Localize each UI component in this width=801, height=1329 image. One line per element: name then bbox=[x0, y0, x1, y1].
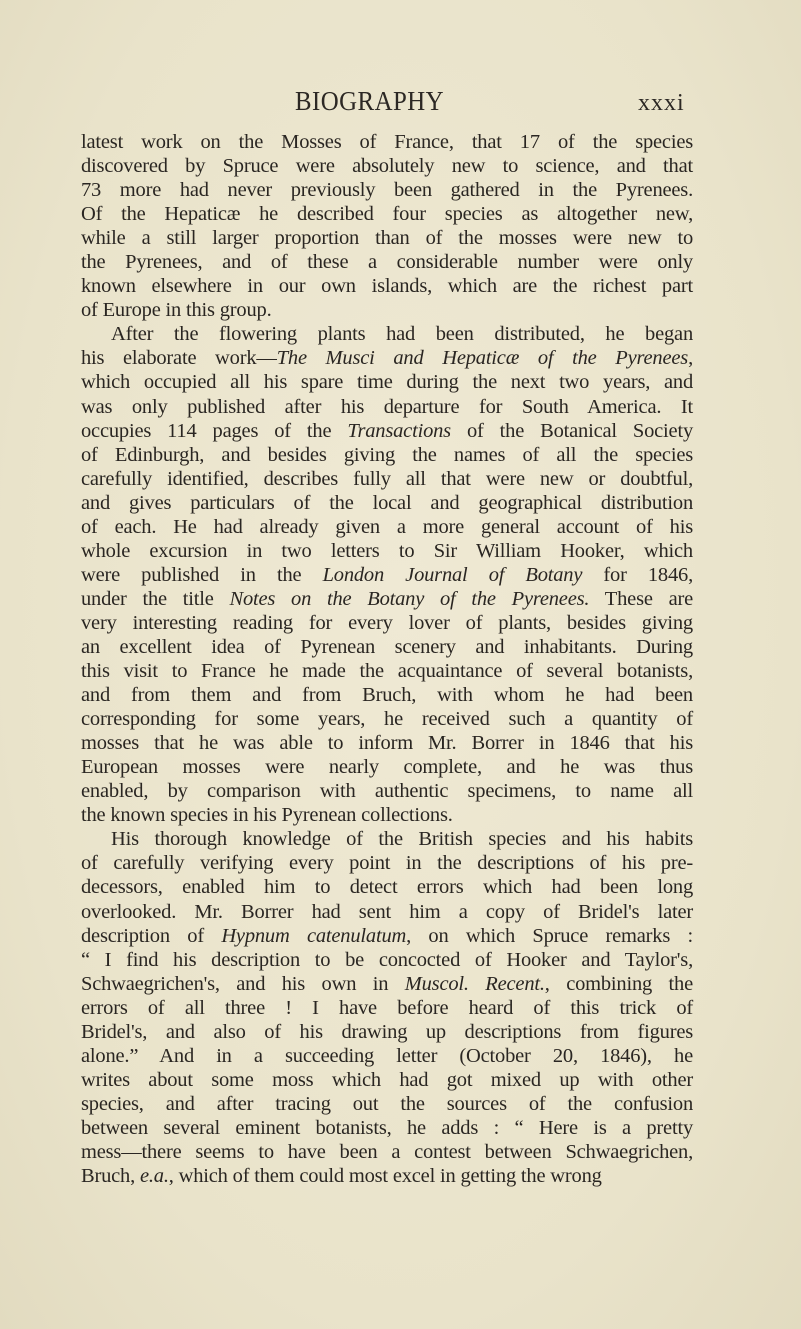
page-number: xxxi bbox=[638, 90, 685, 116]
text-segment: of the Botanical Society bbox=[450, 419, 693, 442]
text-line: while a still larger proportion than of the mosses were new to bbox=[81, 227, 693, 250]
text-line: of Europe in this group. bbox=[81, 299, 272, 322]
italic-title: The Musci and Hepaticæ of the Pyrenees bbox=[276, 347, 689, 370]
body-text bbox=[81, 130, 693, 1188]
text-line: overlooked. Mr. Borrer had sent him a copy of Bridel's later bbox=[81, 900, 693, 923]
italic-title: Muscol. Recent. bbox=[404, 972, 545, 995]
text-line: which occupied all his spare time during the next two years, and bbox=[81, 371, 693, 394]
text-line: His thorough knowledge of the British species and his habits bbox=[111, 828, 693, 851]
text-line: Bridel's, and also of his drawing up descriptions from figures bbox=[81, 1020, 693, 1043]
text-segment: were published in the bbox=[81, 563, 323, 586]
text-line: and from them and from Bruch, with whom he had been bbox=[81, 684, 693, 707]
text-line: latest work on the Mosses of France, that 17 of the species bbox=[81, 131, 693, 153]
text-line: decessors, enabled him to detect errors which had been long bbox=[81, 876, 693, 899]
text-line: 73 more had never previously been gathered in the Pyrenees. bbox=[81, 179, 693, 202]
text-line bbox=[81, 587, 693, 611]
text-segment: , on which Spruce remarks : bbox=[406, 924, 693, 947]
text-line: of each. He had already given a more general account of his bbox=[81, 515, 693, 538]
text-line: errors of all three ! I have before heard of this trick of bbox=[81, 996, 693, 1019]
text-line: whole excursion in two letters to Sir William Hooker, which bbox=[81, 539, 693, 562]
italic-title: London Journal of Botany bbox=[322, 563, 583, 586]
text-line: was only published after his departure for South America. It bbox=[81, 395, 693, 418]
text-line: discovered by Spruce were absolutely new to science, and that bbox=[81, 155, 693, 178]
text-line: corresponding for some years, he received such a quantity of bbox=[81, 708, 693, 731]
text-line: and gives particulars of the local and geographical distribution bbox=[81, 491, 693, 514]
text-line bbox=[81, 924, 693, 948]
running-title: BIOGRAPHY bbox=[295, 86, 445, 116]
text-segment: his elaborate work— bbox=[81, 347, 277, 370]
running-head bbox=[0, 86, 801, 120]
text-line bbox=[81, 419, 693, 443]
text-line bbox=[81, 1164, 693, 1188]
text-segment: , bbox=[688, 347, 693, 370]
text-segment: , combining the bbox=[544, 972, 693, 995]
text-segment: These are bbox=[589, 587, 694, 610]
text-line: After the flowering plants had been distributed, he began bbox=[111, 323, 693, 346]
text-line bbox=[81, 563, 693, 587]
text-line: of carefully verifying every point in the descriptions of his pre- bbox=[81, 852, 693, 875]
text-line bbox=[81, 346, 693, 370]
italic-title: Transactions bbox=[347, 419, 451, 442]
text-line: the known species in his Pyrenean collections. bbox=[81, 804, 453, 827]
text-line: Of the Hepaticæ he described four species as altogether new, bbox=[81, 203, 693, 226]
text-line: the Pyrenees, and of these a considerable number were only bbox=[81, 251, 693, 274]
italic-title: e.a. bbox=[139, 1165, 169, 1188]
text-line: European mosses were nearly complete, and he was thus bbox=[81, 756, 693, 779]
text-line: enabled, by comparison with authentic specimens, to name all bbox=[81, 780, 693, 803]
text-line: known elsewhere in our own islands, which are the richest part bbox=[81, 275, 693, 298]
text-line: of Edinburgh, and besides giving the names of all the species bbox=[81, 443, 693, 466]
text-line: alone.” And in a succeeding letter (October 20, 1846), he bbox=[81, 1044, 693, 1067]
text-segment: Bruch, bbox=[81, 1165, 140, 1188]
text-line: writes about some moss which had got mixed up with other bbox=[81, 1068, 693, 1091]
text-line: mess—there seems to have been a contest between Schwaegrichen, bbox=[81, 1140, 693, 1163]
text-segment: under the title bbox=[81, 587, 230, 610]
text-line: species, and after tracing out the sources of the confusion bbox=[81, 1092, 693, 1115]
text-line bbox=[81, 972, 693, 996]
text-line: this visit to France he made the acquaintance of several botanists, bbox=[81, 660, 693, 683]
text-segment: occupies 114 pages of the bbox=[81, 419, 348, 442]
text-segment: , which of them could most excel in getting the wrong bbox=[168, 1165, 602, 1188]
italic-title: Hypnum catenulatum bbox=[221, 924, 407, 947]
text-segment: Schwaegrichen's, and his own in bbox=[81, 972, 405, 995]
text-line: “ I find his description to be concocted of Hooker and Taylor's, bbox=[81, 948, 693, 971]
text-line: between several eminent botanists, he adds : “ Here is a pretty bbox=[81, 1116, 693, 1139]
text-line: very interesting reading for every lover of plants, besides giving bbox=[81, 611, 693, 634]
text-line: mosses that he was able to inform Mr. Borrer in 1846 that his bbox=[81, 732, 693, 755]
italic-title: Notes on the Botany of the Pyrenees. bbox=[229, 587, 590, 610]
text-line: carefully identified, describes fully all that were new or doubtful, bbox=[81, 467, 693, 490]
text-segment: for 1846, bbox=[582, 563, 694, 586]
text-segment: description of bbox=[81, 924, 222, 947]
text-line: an excellent idea of Pyrenean scenery and inhabitants. During bbox=[81, 635, 693, 658]
